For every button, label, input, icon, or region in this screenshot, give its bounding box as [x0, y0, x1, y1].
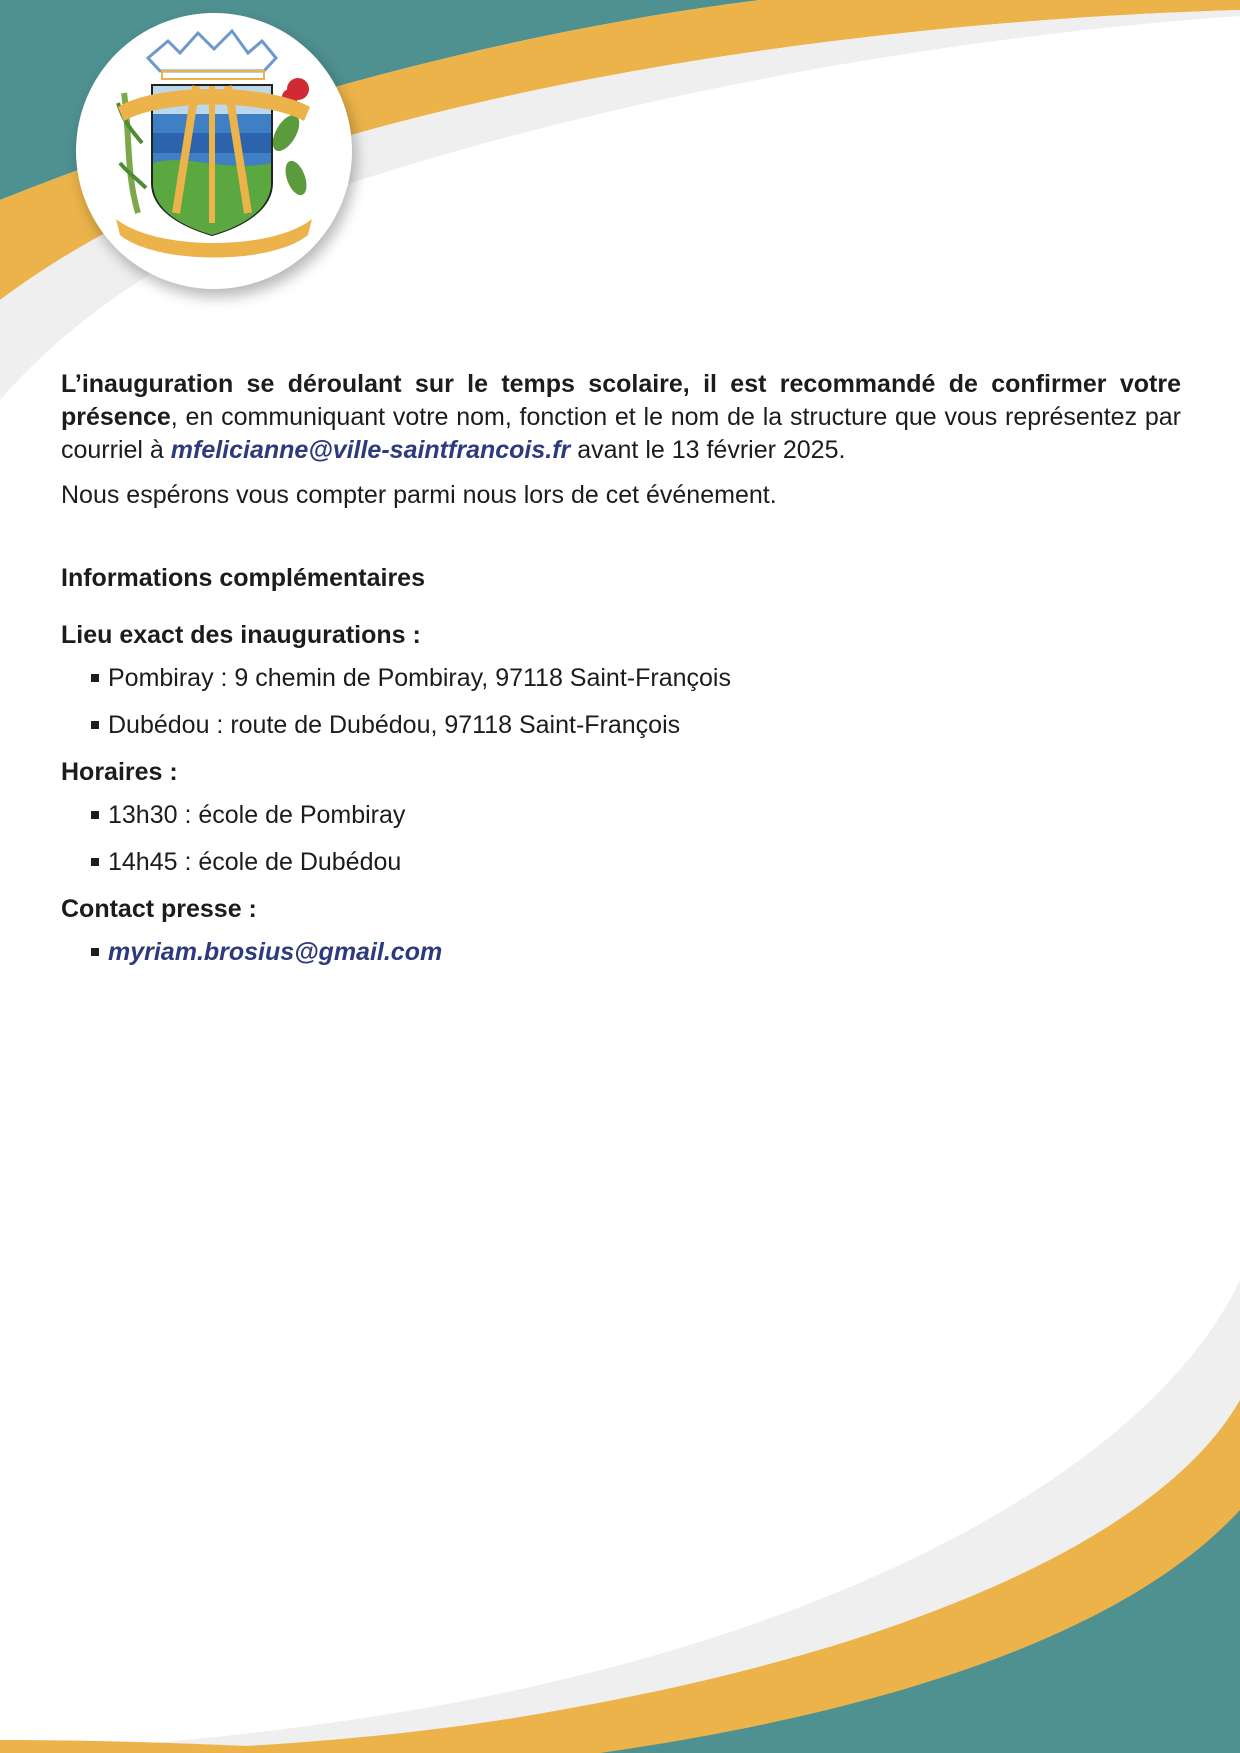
document-body — [61, 368, 1181, 983]
rsvp-email-link[interactable]: mfelicianne@ville-saintfrancois.fr — [170, 436, 571, 464]
list-item — [91, 662, 1181, 695]
list-item — [91, 709, 1181, 742]
press-contact-title: Contact presse : — [61, 895, 257, 923]
closing-paragraph: Nous espérons vous compter parmi nous lors de cet événement. — [61, 481, 777, 509]
location-pombiray: Pombiray : 9 chemin de Pombiray, 97118 Saint-François — [108, 664, 731, 692]
bullet-icon — [91, 674, 99, 682]
list-item — [91, 799, 1181, 832]
rsvp-paragraph — [61, 368, 1181, 467]
locations-title: Lieu exact des inaugurations : — [61, 621, 421, 649]
bullet-icon — [91, 721, 99, 729]
rsvp-text: , en communiquant votre nom, fonction et le nom de la structure que vous représentez par courriel à — [61, 403, 1181, 464]
bullet-icon — [91, 811, 99, 819]
rsvp-deadline-text: avant le 13 février 2025. — [570, 436, 846, 464]
schedule-dubedou: 14h45 : école de Dubédou — [108, 848, 402, 876]
locations-list — [61, 662, 1181, 742]
info-section-title: Informations complémentaires — [61, 564, 425, 592]
schedule-list — [61, 799, 1181, 879]
schedule-title: Horaires : — [61, 758, 178, 786]
schedule-pombiray: 13h30 : école de Pombiray — [108, 801, 406, 829]
location-dubedou: Dubédou : route de Dubédou, 97118 Saint-François — [108, 711, 681, 739]
bullet-icon — [91, 948, 99, 956]
coat-of-arms-logo — [76, 13, 352, 289]
list-item — [91, 936, 1181, 969]
bullet-icon — [91, 858, 99, 866]
rsvp-bold-text: L’inauguration se déroulant sur le temps scolaire, il est recommandé de confirmer votre présence — [61, 370, 1181, 431]
press-contact-list — [61, 936, 1181, 969]
press-email-link[interactable]: myriam.brosius@gmail.com — [108, 938, 443, 966]
list-item — [91, 846, 1181, 879]
